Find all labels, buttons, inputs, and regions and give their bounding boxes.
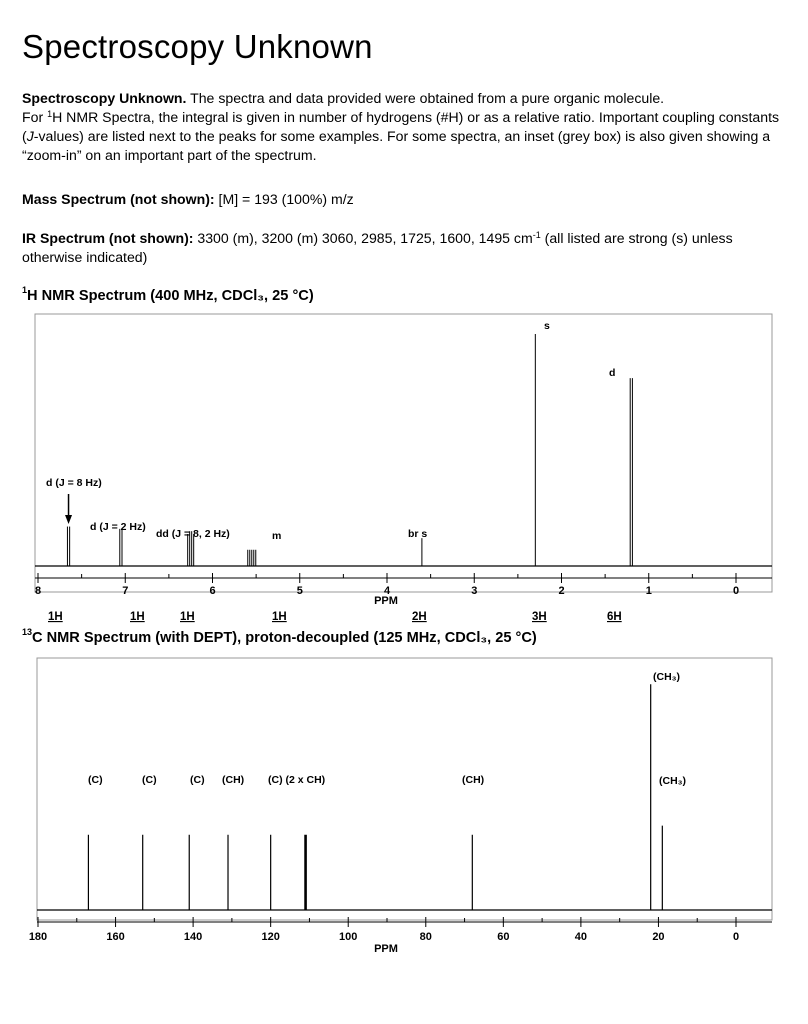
hnmr-integral-label: 2H [412, 611, 427, 623]
hnmr-tick-label: 7 [122, 585, 129, 597]
intro-p4: “zoom-in” on an important part of the spectrum. [22, 147, 317, 163]
hnmr-header [22, 285, 314, 304]
cnmr-peak-label: (CH) [462, 774, 485, 786]
cnmr-peak-label: (CH₃) [659, 775, 687, 787]
hnmr-spectrum-chart [0, 310, 808, 628]
cnmr-tick-label: 160 [106, 931, 125, 943]
hnmr-integral-label: 1H [180, 611, 195, 623]
intro-paragraph [22, 89, 792, 165]
cnmr-peak-label: (C) [142, 774, 157, 786]
cnmr-peak-label: (C) [88, 774, 103, 786]
cnmr-tick-label: 20 [652, 931, 665, 943]
hnmr-header-sup: 1 [22, 285, 28, 295]
intro-p2a: For [22, 109, 48, 125]
intro-p2-sup: 1 [47, 109, 53, 119]
intro-p3b: -values) are listed next to the peaks for some examples. For some spectra, an inset (grey box) is also given showing a [33, 128, 771, 144]
intro-p2b: H NMR Spectra, the integral is given in number of hydrogens (#H) or as a relative ratio. Important coupling constants [52, 109, 780, 125]
cnmr-header-sup: 13 [22, 627, 33, 637]
cnmr-tick-label: 60 [497, 931, 510, 943]
intro-p3a: ( [22, 128, 27, 144]
hnmr-x-axis-label: PPM [374, 595, 398, 607]
ir-tail: (all listed are strong (s) unless [540, 230, 733, 246]
hnmr-tick-label: 6 [209, 585, 216, 597]
ir-spectrum-line [22, 229, 792, 267]
mass-value: [M] = 193 (100%) m/z [214, 191, 354, 207]
hnmr-tick-label: 2 [558, 585, 565, 597]
hnmr-tick-label: 5 [296, 585, 303, 597]
hnmr-multiplicity-label: br s [408, 528, 428, 540]
hnmr-header-text: H NMR Spectrum (400 MHz, CDCl₃, 25 °C) [27, 288, 314, 304]
intro-p1: The spectra and data provided were obtained from a pure organic molecule. [186, 90, 665, 106]
cnmr-peak-label: (CH) [222, 774, 245, 786]
hnmr-multiplicity-label: m [272, 530, 282, 542]
cnmr-tick-label: 180 [28, 931, 48, 943]
hnmr-integral-label: 6H [607, 611, 622, 623]
hnmr-tick-label: 8 [34, 585, 42, 597]
cnmr-tick-label: 0 [732, 931, 740, 943]
mass-label: Mass Spectrum (not shown): [22, 191, 215, 207]
hnmr-tick-label: 0 [732, 585, 740, 597]
hnmr-multiplicity-label: d (J = 8 Hz) [46, 477, 102, 489]
cnmr-tick-label: 80 [419, 931, 432, 943]
hnmr-integral-label: 1H [130, 611, 145, 623]
hnmr-integral-label: 1H [272, 611, 287, 623]
cnmr-header [22, 627, 537, 646]
page-title: Spectroscopy Unknown [22, 28, 373, 65]
mass-spectrum-line [22, 190, 792, 209]
ir-value: 3300 (m), 3200 (m) 3060, 2985, 1725, 1600, 1495 cm [193, 230, 533, 246]
cnmr-header-text: C NMR Spectrum (with DEPT), proton-decoupled (125 MHz, CDCl₃, 25 °C) [32, 630, 537, 646]
cnmr-tick-label: 100 [339, 931, 358, 943]
cnmr-spectrum-chart [0, 654, 808, 958]
ir-unit-sup: -1 [532, 230, 541, 240]
hnmr-tick-label: 4 [383, 585, 391, 597]
hnmr-multiplicity-label: dd (J = 8, 2 Hz) [156, 528, 230, 540]
cnmr-tick-label: 120 [261, 931, 280, 943]
hnmr-tick-label: 1 [645, 585, 652, 597]
intro-lead: Spectroscopy Unknown. [22, 90, 187, 106]
hnmr-tick-label: 3 [471, 585, 478, 597]
cnmr-x-axis-label: PPM [374, 943, 398, 955]
hnmr-peak-arrow-head [65, 515, 72, 524]
cnmr-tick-label: 40 [574, 931, 588, 943]
cnmr-tick-label: 140 [183, 931, 203, 943]
hnmr-multiplicity-label: d (J = 2 Hz) [90, 521, 146, 533]
ir-label: IR Spectrum (not shown): [22, 230, 194, 246]
ir-line2: otherwise indicated) [22, 249, 148, 265]
hnmr-frame [35, 314, 772, 592]
hnmr-integral-label: 1H [48, 611, 63, 623]
cnmr-peak-label: (C) [190, 774, 205, 786]
hnmr-multiplicity-label: s [544, 320, 550, 332]
cnmr-peak-label: (CH₃) [653, 671, 681, 683]
hnmr-integral-label: 3H [532, 611, 547, 623]
intro-p3-j: J [26, 128, 34, 144]
hnmr-multiplicity-label: d [609, 367, 616, 379]
cnmr-peak-label: (C) (2 x CH) [268, 774, 326, 786]
